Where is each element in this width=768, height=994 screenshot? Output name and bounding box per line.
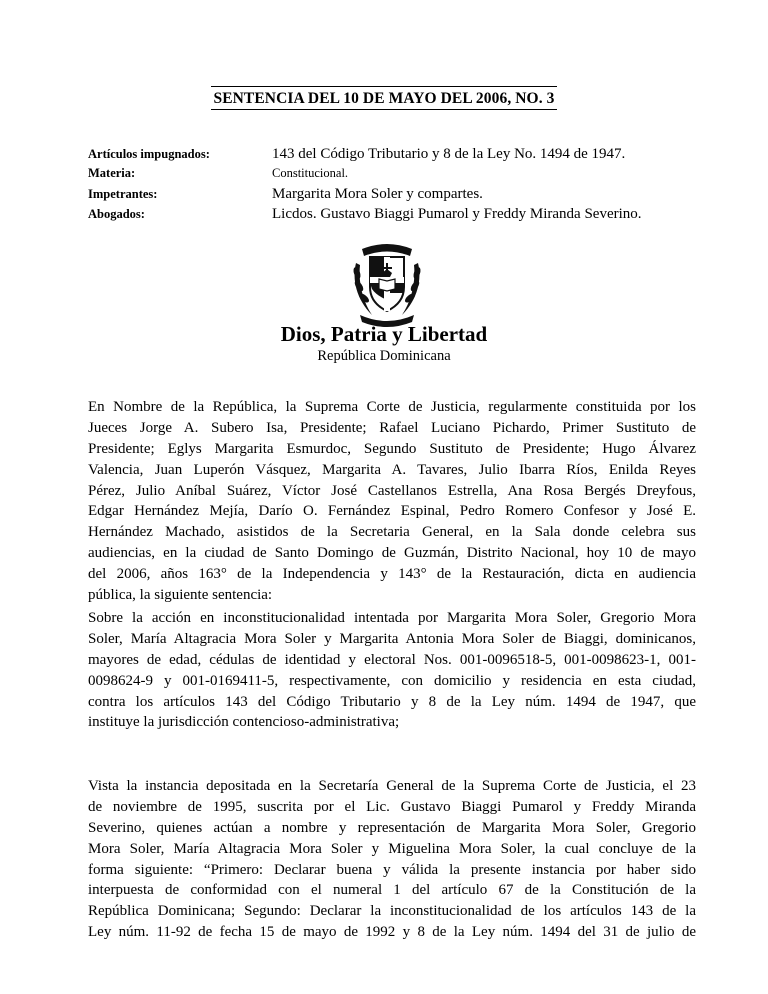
document-title: SENTENCIA DEL 10 DE MAYO DEL 2006, NO. 3 (211, 86, 556, 110)
paragraph-instancia (88, 776, 696, 943)
case-metadata (88, 146, 728, 226)
meta-label: Abogados: (88, 207, 145, 221)
text-line: Valencia, Juan Luperón Vásquez, Margarita A. Tavares, Julio Ibarra Ríos, Enilda Reyes (88, 461, 696, 478)
text-line: Pérez, Julio Aníbal Suárez, Víctor José Castellanos Estrella, Ana Rosa Bergés Dreyfous, (88, 482, 696, 499)
meta-label: Artículos impugnados: (88, 147, 210, 161)
title-block (0, 86, 768, 110)
meta-value: 143 del Código Tributario y 8 de la Ley No. 1494 de 1947. (272, 146, 626, 162)
text-line: Sobre la acción en inconstitucionalidad intentada por Margarita Mora Soler, Gregorio Mora (88, 610, 696, 626)
text-line: Mora Soler, María Altagracia Mora Soler y Miguelina Mora Soler, la cual concluye de la (88, 840, 696, 857)
meta-label: Materia: (88, 166, 136, 180)
meta-value: Margarita Mora Soler y compartes. (272, 186, 483, 202)
meta-label: Impetrantes: (88, 187, 158, 201)
text-line: República Dominicana; Segundo: Declarar la inconstitucionalidad de los artículos 143 de la (88, 903, 696, 920)
text-line: pública, la siguiente sentencia: (88, 587, 273, 604)
text-line: Severino, quienes actúan a nombre y representación de Margarita Mora Soler, Gregorio (88, 819, 696, 836)
coat-of-arms-icon (350, 239, 424, 327)
text-line: Ley núm. 11-92 de fecha 15 de mayo de 1992 y 8 de la Ley núm. 1494 del 31 de julio de (88, 924, 696, 941)
paragraph-accion (88, 608, 696, 733)
text-line: Soler, María Altagracia Mora Soler y Margarita Antonia Mora Soler de Biaggi, dominicanos, (88, 630, 696, 647)
text-line: Hernández Machado, asistidos de la Secretaria General, en la Sala donde celebra sus (88, 524, 696, 541)
text-line: mayores de edad, cédulas de identidad y electoral Nos. 001-0096518-5, 001-0098623-1, 001- (88, 651, 696, 668)
paragraph-preamble (88, 397, 696, 606)
meta-row-abogados (88, 206, 728, 226)
text-line: Presidente; Eglys Margarita Esmurdoc, Segundo Sustituto de Presidente; Hugo Álvarez (88, 440, 696, 457)
text-line: contra los artículos 143 del Código Tributario y 8 de la Ley núm. 1494 de 1947, que (88, 693, 696, 710)
meta-value: Licdos. Gustavo Biaggi Pumarol y Freddy Miranda Severino. (272, 206, 642, 222)
meta-row-impetrantes (88, 186, 728, 206)
text-line: Jueces Jorge A. Subero Isa, Presidente; Rafael Luciano Pichardo, Primer Sustituto de (88, 419, 696, 436)
meta-row-articulos (88, 146, 728, 166)
text-line: En Nombre de la República, la Suprema Corte de Justicia, regularmente constituida por los (88, 399, 696, 415)
text-line: audiencias, en la ciudad de Santo Domingo de Guzmán, Distrito Nacional, hoy 10 de mayo (88, 545, 696, 562)
text-line: Edgar Hernández Mejía, Darío O. Fernández Espinal, Pedro Romero Confesor y José E. (88, 503, 696, 520)
country-name: República Dominicana (317, 348, 451, 364)
text-line: 0098624-9 y 001-0169411-5, respectivamente, con domicilio y residencia en esta ciudad, (88, 672, 696, 689)
motto: Dios, Patria y Libertad (280, 322, 488, 346)
meta-value: Constitucional. (272, 166, 349, 180)
text-line: Vista la instancia depositada en la Secretaría General de la Suprema Corte de Justicia, el 23 (88, 778, 696, 794)
text-line: forma siguiente: “Primero: Declarar buena y válida la presente instancia por haber sido (88, 861, 696, 878)
text-line: de noviembre de 1995, suscrita por el Lic. Gustavo Biaggi Pumarol y Freddy Miranda (88, 798, 696, 815)
text-line: interpuesta de conformidad con el numeral 1 del artículo 67 de la Constitución de la (88, 882, 696, 899)
meta-row-materia (88, 166, 728, 186)
text-line: instituye la jurisdicción contencioso-administrativa; (88, 714, 400, 731)
text-line: del 2006, años 163° de la Independencia y 143° de la Restauración, dicta en audiencia (88, 566, 696, 583)
